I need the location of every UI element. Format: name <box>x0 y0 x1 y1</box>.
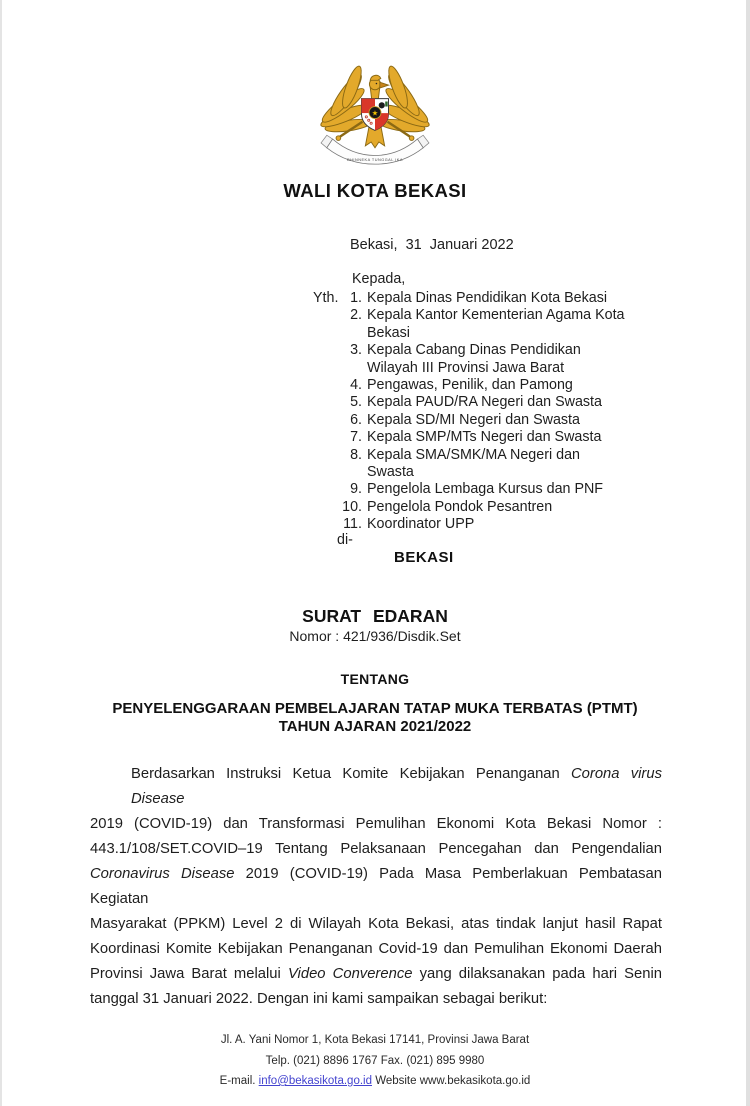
phone-line: Telp. (021) 8896 1767 Fax. (021) 895 9980 <box>265 1054 485 1067</box>
scan-edge-right <box>746 0 750 1106</box>
garuda-pancasila-emblem <box>317 62 433 168</box>
about-label: TENTANG <box>340 671 410 687</box>
subject-title <box>0 700 750 736</box>
body-line: Coronavirus Disease 2019 (COVID-19) Pada Masa Pemberlakuan Pembatasan Kegiatan <box>90 866 663 907</box>
recipient-item: 7. Kepala SMP/MTs Negeri dan Swasta <box>350 429 602 446</box>
body-paragraph <box>90 762 662 1012</box>
motto-text: BHINNEKA TUNGGAL IKA <box>347 157 403 162</box>
yth-label: Yth. <box>313 290 339 306</box>
kepada-label: Kepada, <box>352 271 406 287</box>
address-line: Jl. A. Yani Nomor 1, Kota Bekasi 17141, Provinsi Jawa Barat <box>220 1034 530 1046</box>
di-label: di- <box>337 532 353 548</box>
recipient-item: 9. Pengelola Lembaga Kursus dan PNF <box>350 481 604 498</box>
place-date: Bekasi, 31 Januari 2022 <box>350 237 514 253</box>
recipient-item: 4. Pengawas, Penilik, dan Pamong <box>350 377 573 394</box>
recipient-item: 10. Pengelola Pondok Pesantren <box>342 498 553 515</box>
recipient-item: 5. Kepala PAUD/RA Negeri dan Swasta <box>350 394 602 411</box>
body-line: 443.1/108/SET.COVID–19 Tentang Pelaksanaan Pencegahan dan Pengendalian <box>90 841 662 857</box>
recipient-item: 6. Kepala SD/MI Negeri dan Swasta <box>350 411 580 428</box>
doc-number: Nomor : 421/936/Disdik.Set <box>289 628 461 644</box>
body-line: Koordinasi Komite Kebijakan Penanganan Covid-19 dan Pemulihan Ekonomi Daerah <box>90 941 662 957</box>
letter-footer <box>0 1030 750 1092</box>
city-name: BEKASI <box>394 549 454 566</box>
recipient-item: 3. Kepala Cabang Dinas Pendidikan Wilayah III Provinsi Jawa Barat <box>350 342 581 376</box>
email-label: E-mail. <box>219 1075 256 1087</box>
body-line: tanggal 31 Januari 2022. Dengan ini kami sampaikan sebagai berikut: <box>90 991 548 1007</box>
body-line: 2019 (COVID-19) dan Transformasi Pemulihan Ekonomi Kota Bekasi Nomor : <box>90 816 662 832</box>
website-label: Website www.bekasikota.go.id <box>375 1075 531 1087</box>
body-line: Masyarakat (PPKM) Level 2 di Wilayah Kota Bekasi, atas tindak lanjut hasil Rapat <box>90 916 662 932</box>
svg-text:★: ★ <box>371 108 379 118</box>
subject-line-2: TAHUN AJARAN 2021/2022 <box>278 718 472 735</box>
recipient-item: 11. Koordinator UPP <box>343 516 475 533</box>
doc-type-title: SURAT EDARAN <box>302 606 448 626</box>
body-line: Provinsi Jawa Barat melalui Video Converence yang dilaksanakan pada hari Senin <box>90 966 663 982</box>
scan-edge-left <box>0 0 2 1106</box>
recipient-list <box>340 290 660 534</box>
body-line: Berdasarkan Instruksi Ketua Komite Kebijakan Penanganan Corona virus Disease <box>131 766 662 807</box>
subject-line-1: PENYELENGGARAAN PEMBELAJARAN TATAP MUKA TERBATAS (PTMT) <box>112 700 638 717</box>
email-line <box>0 1071 750 1092</box>
email-link[interactable]: info@bekasikota.go.id <box>258 1075 372 1087</box>
recipient-item: 1. Kepala Dinas Pendidikan Kota Bekasi <box>350 290 608 306</box>
recipient-item: 8. Kepala SMA/SMK/MA Negeri dan Swasta <box>350 446 580 481</box>
recipient-item: 2. Kepala Kantor Kementerian Agama Kota Bekasi <box>350 307 625 341</box>
org-name: WALI KOTA BEKASI <box>283 180 467 201</box>
